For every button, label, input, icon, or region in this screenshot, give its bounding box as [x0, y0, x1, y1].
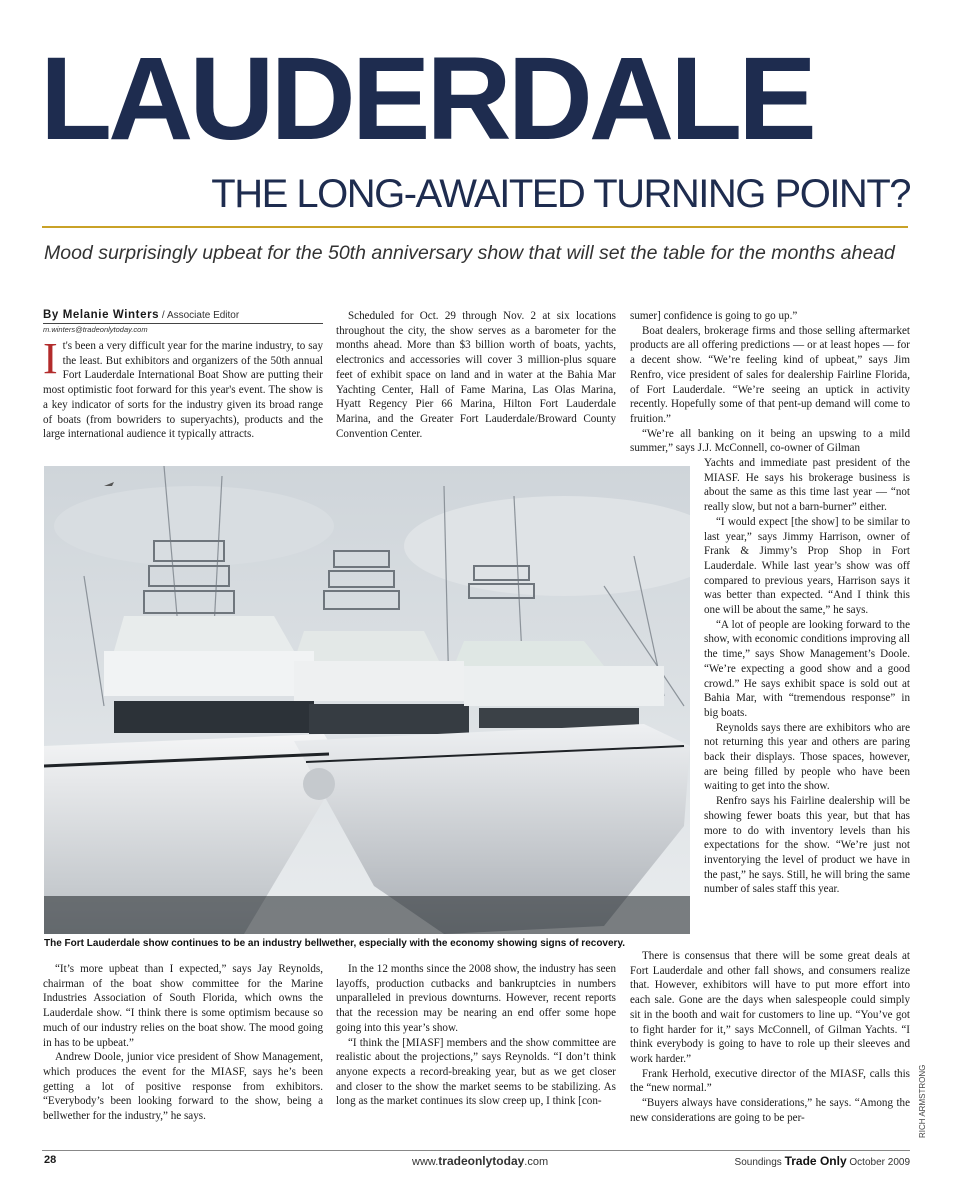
paragraph: “I think the [MIASF] members and the show committee are realistic about the projections,” says Reynolds. “I don’t think anyone expects a record-breaking year, but as we get closer and closer to the show the market seems to be stabilizing. As long as the market continues its slow creep up, I think [con-	[336, 1036, 616, 1108]
column-3-top	[630, 309, 910, 456]
page-number: 28	[44, 1154, 57, 1166]
footer-divider	[42, 1150, 910, 1151]
paragraph: Andrew Doole, junior vice president of Show Management, which produces the event for the MIASF, says he’s been getting a lot of positive response from exhibitors. “Everybody’s been looking forward to the show, being a bellwether for the industry,” he says.	[43, 1051, 323, 1123]
yachts-at-marina-image	[44, 466, 690, 934]
photo-caption: The Fort Lauderdale show continues to be an industry bellwether, especially with the economy showing signs of recovery.	[44, 938, 626, 949]
paragraph: Frank Herhold, executive director of the MIASF, calls this the “new normal.”	[630, 1067, 910, 1095]
drop-cap: I	[43, 334, 58, 383]
column-3-bottom	[630, 949, 910, 1125]
paragraph: Boat dealers, brokerage firms and those selling aftermarket products are all offering predictions — or at least hopes — for a decent show. “We’re feeling kind of upbeat,” says Jim Renfro, vice president of sales for dealership Fairline Florida, of Fort Lauderdale. “We’re seeing an uptick in activity recently. Hopefully some of that pent-up demand will come to fruition.”	[630, 324, 910, 425]
byline-email: m.winters@tradeonlytoday.com	[43, 325, 148, 334]
lead-paragraph: It's been a very difficult year for the marine industry, to say the least. But exhibitors and organizers of the 50th annual Fort Lauderdale International Boat Show are putting their most optimistic foot forward for this year's event. The show is a key indicator of sorts for the industry given its broad range of boats (from bowriders to superyachts), products and the large international audience it typically attracts.	[43, 334, 323, 441]
column-3-narrow	[704, 456, 910, 897]
byline-author: By Melanie Winters	[43, 309, 160, 321]
byline	[43, 309, 323, 324]
column-1-top	[43, 334, 323, 442]
paragraph: There is consensus that there will be some great deals at Fort Lauderdale and other fall shows, and consumers realize that. However, exhibitors will have to put more effort into each sale. Gone are the days when salespeople could simply sit in the booth and wait for customers to line up. “You’ve got to fight harder for it,” says McConnell, of Gilman Yachts. “I think everybody is going to have to role up their sleeves and work harder.”	[630, 950, 910, 1065]
paragraph: “It’s more upbeat than I expected,” says Jay Reynolds, chairman of the boat show committee for the Marine Industries Association of South Florida, which owns the Lauderdale show. “I think there is some optimism because so much of our industry relies on the boat show. The mood going in has to be upbeat.”	[43, 963, 323, 1049]
deck: Mood surprisingly upbeat for the 50th anniversary show that will set the table for the months ahead	[44, 242, 895, 264]
subheadline: THE LONG-AWAITED TURNING POINT?	[211, 172, 910, 216]
headline: LAUDERDALE	[40, 33, 813, 165]
paragraph: Scheduled for Oct. 29 through Nov. 2 at six locations throughout the city, the show serves as a barometer for the months ahead. More than $3 billion worth of boats, yachts, electronics and accessories will cover 3 million-plus square feet of exhibit space on land and in water at the Bahia Mar Yachting Center, Hall of Fame Marina, Las Olas Marina, Hyatt Regency Pier 66 Marina, Hilton Fort Lauderdale Marina, and the Greater Fort Lauderdale/Broward County Convention Center.	[336, 310, 616, 440]
footer-publication: Soundings Trade Only October 2009	[734, 1154, 910, 1168]
footer-url[interactable]: www.tradeonlytoday.com	[412, 1154, 549, 1168]
boats-photo	[44, 466, 690, 934]
paragraph: sumer] confidence is going to go up.”	[630, 310, 798, 322]
paragraph: In the 12 months since the 2008 show, the industry has seen layoffs, production cutbacks and bankruptcies in numbers unparalleled in previous downturns. However, recent reports that the recession may be nearing an end offer some hope going into this year’s show.	[336, 963, 616, 1034]
paragraph: Yachts and immediate past president of the MIASF. He says his brokerage business is about the same as this time last year — “not really slow, but not a barn-burner” either.	[704, 457, 910, 514]
byline-role: / Associate Editor	[159, 310, 240, 321]
paragraph: “Buyers always have considerations,” he says. “Among the new considerations are going to be per-	[630, 1097, 910, 1124]
paragraph: “We’re all banking on it being an upswing to a mild summer,” says J.J. McConnell, co-owner of Gilman	[630, 427, 910, 455]
column-2-top	[336, 309, 616, 441]
paragraph: “I would expect [the show] to be similar to last year,” says Jimmy Harrison, owner of Frank & Jimmy’s Prop Shop in Fort Lauderdale. While last year’s show was off compared to previous years, Harrison says it was better than expected. “And I think this one will be about the same,” he says.	[704, 515, 910, 617]
column-1-bottom	[43, 962, 323, 1124]
column-2-bottom	[336, 962, 616, 1109]
paragraph: Reynolds says there are exhibitors who are not returning this year and others are paring back their displays. Those spaces, however, are being filled by people who have been waiting to get into the show.	[704, 721, 910, 793]
paragraph: Renfro says his Fairline dealership will be showing fewer boats this year, but that has more to do with inventory levels than his expectations for the show. “We’re just not inventorying the level of product we have in the past,” he says. Still, he will bring the same number of sales staff this year.	[704, 795, 910, 896]
gold-divider	[42, 226, 908, 228]
paragraph: “A lot of people are looking forward to the show, with economic conditions improving all the time,” says Show Management’s Doole. “We’re expecting a good show and a good crowd.” He says exhibit space is sold out at Bahia Mar, with “tremendous response” in big boats.	[704, 618, 910, 719]
photo-credit: RICH ARMSTRONG	[918, 1064, 927, 1138]
